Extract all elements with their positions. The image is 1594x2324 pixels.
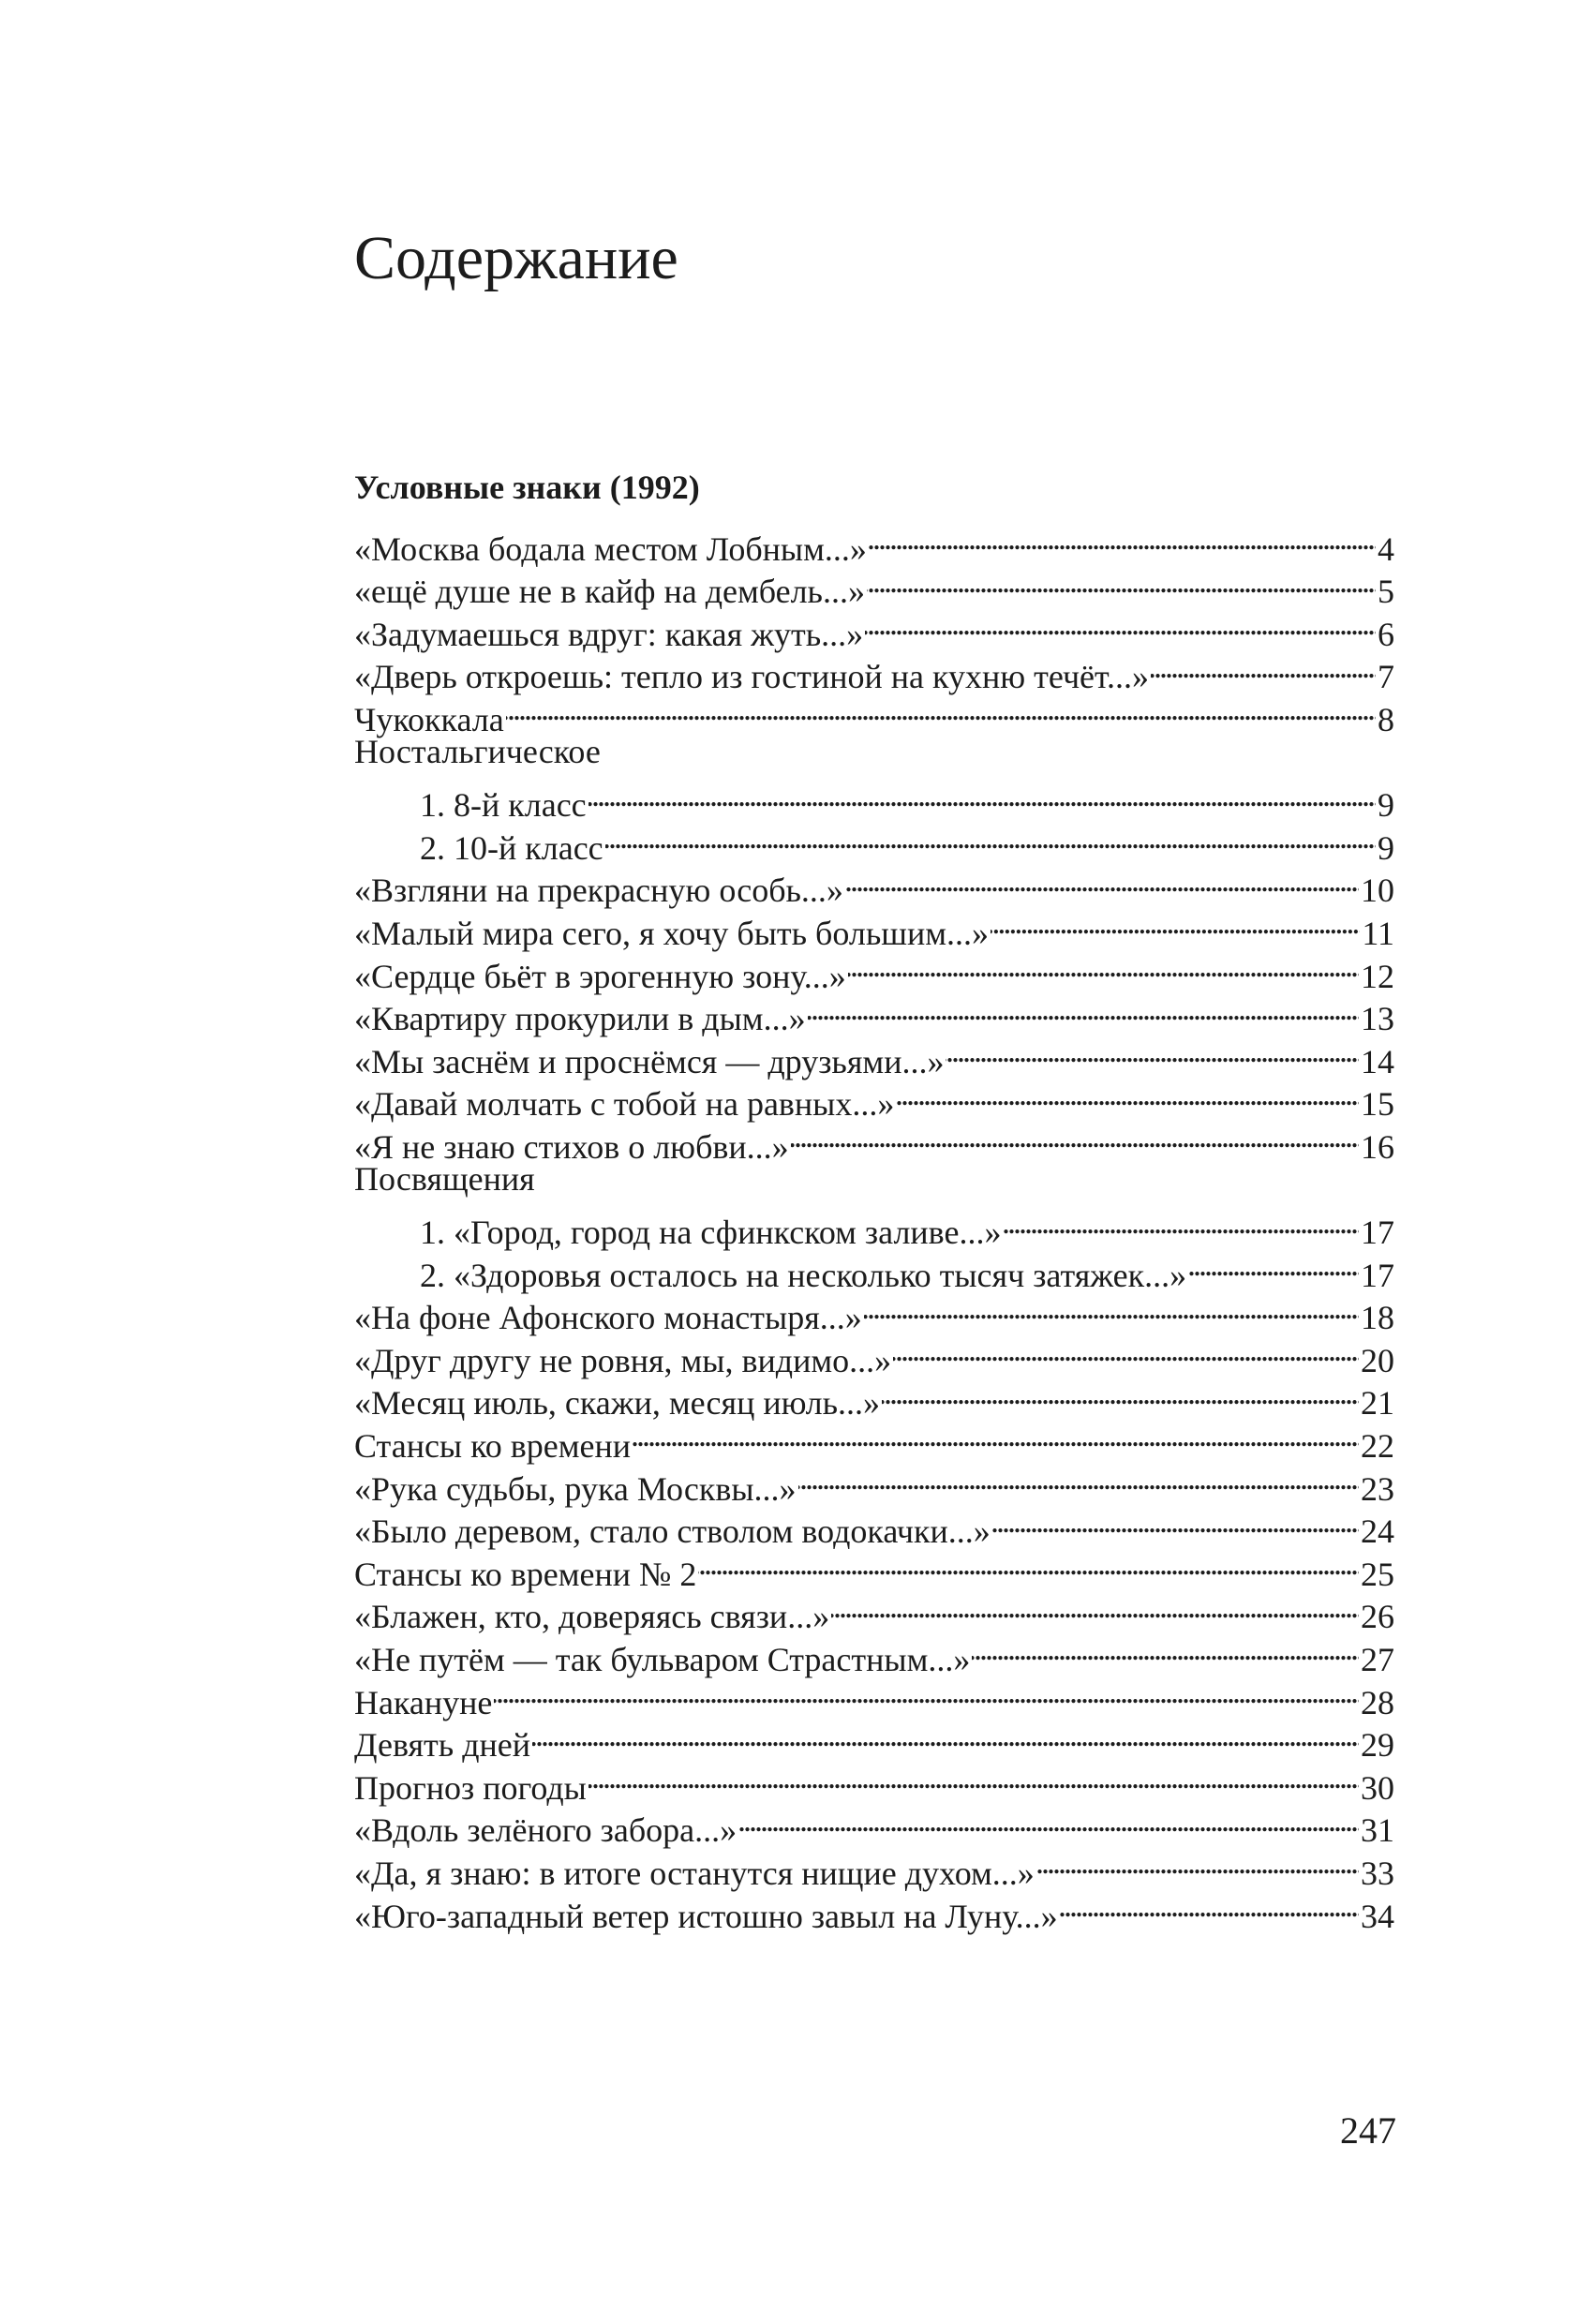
dot-leader [991, 901, 1360, 945]
toc-entry-title: «ещё душе не в кайф на дембель...» [354, 573, 865, 611]
toc-entry-page: 6 [1378, 615, 1394, 653]
dot-leader [992, 1500, 1359, 1543]
toc-entry-title: «Месяц июль, скажи, месяц июль...» [354, 1384, 881, 1423]
dot-leader [1188, 1244, 1359, 1287]
toc-entry-title: «Не путём — так бульваром Страстным...» [354, 1641, 971, 1679]
dot-leader [972, 1628, 1359, 1671]
toc-entry-page: 29 [1361, 1726, 1394, 1765]
toc-entry-title: «Задумаешься вдруг: какая жуть...» [354, 615, 864, 653]
toc-entry-title: «Вдоль зелёного забора...» [354, 1811, 737, 1850]
toc-entry-title: 1. 8-й класс [420, 786, 587, 825]
dot-leader [869, 517, 1376, 560]
section-heading: Условные знаки (1992) [354, 469, 700, 506]
toc-entry-title: «Дверь откроешь: тепло из гостиной на кухню течёт...» [354, 658, 1150, 696]
toc-entry-page: 30 [1361, 1768, 1394, 1807]
toc-entry-title: «Рука судьбы, рука Москвы...» [354, 1469, 797, 1508]
toc-entry[interactable] [354, 1714, 1394, 1765]
toc-subentry[interactable] [354, 1201, 1394, 1252]
toc-entry-title: Прогноз погоды [354, 1768, 587, 1807]
toc-entry-title: «Москва бодала местом Лобным...» [354, 529, 867, 568]
dot-leader [896, 1073, 1359, 1116]
toc-entry-page: 26 [1361, 1598, 1394, 1636]
dot-leader [808, 988, 1359, 1031]
dot-leader [588, 774, 1376, 817]
toc-entry-title: 2. «Здоровья осталось на несколько тысяч затяжек...» [420, 1256, 1187, 1294]
toc-entry-title: 1. «Город, город на сфинкском заливе...» [420, 1214, 1002, 1252]
toc-entry-page: 13 [1361, 1000, 1394, 1038]
toc-entry-page: 20 [1361, 1341, 1394, 1379]
toc-entry-title: «Друг другу не ровня, мы, видимо...» [354, 1341, 892, 1379]
dot-leader [698, 1542, 1359, 1586]
toc-group-heading [354, 731, 1394, 774]
dot-leader [633, 1414, 1359, 1457]
toc-entry-title: «Блажен, кто, доверяясь связи...» [354, 1598, 830, 1636]
toc-group-title: Ностальгическое [354, 732, 601, 770]
toc-entry-title: Стансы ко времени № 2 [354, 1555, 697, 1593]
toc-entry-title: «Давай молчать с тобой на равных...» [354, 1085, 895, 1124]
dot-leader [848, 945, 1359, 988]
dot-leader [494, 1671, 1359, 1714]
toc-entry-page: 7 [1378, 658, 1394, 696]
toc-entry-page: 22 [1361, 1427, 1394, 1466]
toc-entry-page: 25 [1361, 1555, 1394, 1593]
toc-entry[interactable] [354, 517, 1394, 568]
toc-entry[interactable] [354, 688, 1394, 738]
toc-entry-title: «Квартиру прокурили в дым...» [354, 1000, 806, 1038]
toc-entry-title: «Да, я знаю: в итоге останутся нищие духом...» [354, 1855, 1035, 1892]
dot-leader [588, 1756, 1359, 1799]
dot-leader [865, 603, 1376, 646]
toc-entry-title: «Мы заснём и проснёмся — друзьями...» [354, 1042, 945, 1080]
dot-leader [831, 1586, 1359, 1629]
toc-entry[interactable] [354, 1671, 1394, 1721]
dot-leader [893, 1329, 1359, 1372]
page-title: Содержание [354, 224, 678, 292]
toc-entry-title: «Сердце бьёт в эрогенную зону...» [354, 957, 846, 995]
toc-entry-page: 9 [1378, 828, 1394, 867]
dot-leader [1151, 646, 1376, 689]
toc-entry-page: 11 [1362, 914, 1394, 952]
toc-entry-page: 8 [1378, 700, 1394, 738]
toc-entry-title: «Юго-западный ветер истошно завыл на Луну...» [354, 1897, 1058, 1935]
toc-entry-page: 21 [1361, 1384, 1394, 1423]
page-number: 247 [1340, 2109, 1396, 2152]
toc-group-heading [354, 1158, 1394, 1201]
toc-entry-title: «Было деревом, стало стволом водокачки...» [354, 1512, 991, 1551]
toc-entry-page: 28 [1361, 1683, 1394, 1721]
dot-leader [605, 816, 1376, 859]
toc-entry-page: 33 [1361, 1855, 1394, 1892]
toc-list [354, 517, 1394, 1935]
toc-subentry[interactable] [354, 774, 1394, 825]
toc-entry-page: 12 [1361, 957, 1394, 995]
toc-entry-page: 10 [1361, 872, 1394, 910]
toc-entry-title: Стансы ко времени [354, 1427, 632, 1466]
dot-leader [867, 560, 1376, 603]
toc-group-title: Посвящения [354, 1159, 535, 1198]
toc-entry-page: 4 [1378, 529, 1394, 568]
dot-leader [1060, 1885, 1359, 1928]
toc-entry-page: 15 [1361, 1085, 1394, 1124]
toc-entry-page: 34 [1361, 1897, 1394, 1935]
toc-entry-title: Чукоккала [354, 700, 504, 738]
toc-entry-title: «Малый мира сего, я хочу быть большим...» [354, 914, 990, 952]
toc-entry-page: 17 [1361, 1214, 1394, 1252]
dot-leader [1036, 1841, 1359, 1885]
toc-entry-page: 23 [1361, 1469, 1394, 1508]
toc-entry-page: 27 [1361, 1641, 1394, 1679]
dot-leader [791, 1115, 1359, 1158]
toc-entry-page: 31 [1361, 1811, 1394, 1850]
dot-leader [738, 1799, 1359, 1842]
toc-entry-page: 14 [1361, 1042, 1394, 1080]
toc-entry-title: «Я не знаю стихов о любви...» [354, 1127, 789, 1166]
dot-leader [946, 1030, 1359, 1073]
toc-entry-page: 5 [1378, 573, 1394, 611]
toc-entry-title: Девять дней [354, 1726, 531, 1765]
toc-entry-page: 18 [1361, 1299, 1394, 1337]
toc-entry-title: 2. 10-й класс [420, 828, 603, 867]
toc-entry-page: 24 [1361, 1512, 1394, 1551]
dot-leader [845, 859, 1359, 902]
dot-leader [532, 1714, 1359, 1757]
toc-entry-page: 9 [1378, 786, 1394, 825]
dot-leader [864, 1287, 1359, 1330]
table-of-contents [354, 457, 1394, 1935]
dot-leader [882, 1372, 1359, 1415]
dot-leader [798, 1457, 1359, 1500]
dot-leader [1003, 1201, 1359, 1244]
toc-entry-page: 17 [1361, 1256, 1394, 1294]
dot-leader [506, 688, 1376, 731]
toc-entry-title: «На фоне Афонского монастыря...» [354, 1299, 862, 1337]
toc-entry-page: 16 [1361, 1127, 1394, 1166]
toc-entry-title: Накануне [354, 1683, 493, 1721]
toc-entry-title: «Взгляни на прекрасную особь...» [354, 872, 843, 910]
